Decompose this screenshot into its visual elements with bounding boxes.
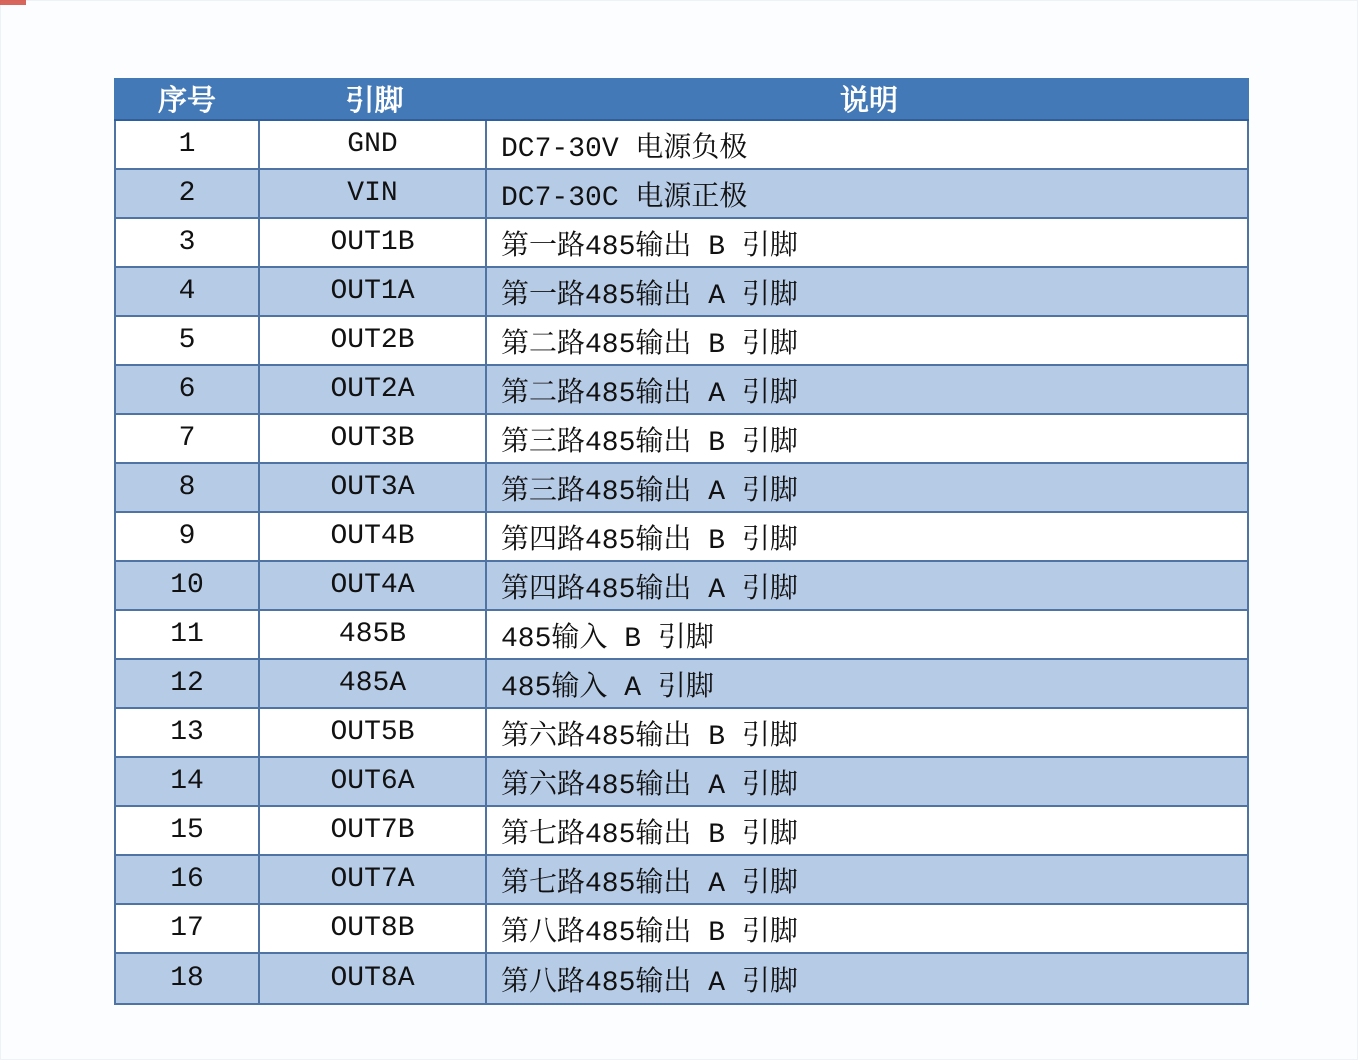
table-row (116, 709, 1247, 758)
cell-description: 第二路485输出 B 引脚 (501, 329, 798, 361)
cell-pin: OUT5B (260, 709, 487, 756)
table-row (116, 170, 1247, 219)
cell-number: 14 (116, 758, 260, 805)
table-row (116, 415, 1247, 464)
table-row (116, 954, 1247, 1003)
cell-number: 3 (116, 219, 260, 266)
cell-number: 18 (116, 954, 260, 1003)
cell-description: 第七路485输出 A 引脚 (501, 868, 798, 900)
table-row (116, 268, 1247, 317)
cell-description: 第四路485输出 A 引脚 (501, 574, 798, 606)
cell-description: 第三路485输出 A 引脚 (501, 476, 798, 508)
cell-number: 9 (116, 513, 260, 560)
cell-pin: OUT1A (260, 268, 487, 315)
cell-pin: OUT7B (260, 807, 487, 854)
cell-pin: GND (260, 121, 487, 168)
table-row (116, 758, 1247, 807)
cell-number: 7 (116, 415, 260, 462)
cell-description: 第六路485输出 B 引脚 (501, 721, 798, 753)
cell-number: 13 (116, 709, 260, 756)
cell-pin: OUT8B (260, 905, 487, 952)
table-row (116, 905, 1247, 954)
cell-pin: OUT6A (260, 758, 487, 805)
cell-pin: OUT1B (260, 219, 487, 266)
cell-pin: OUT8A (260, 954, 487, 1003)
table-row (116, 562, 1247, 611)
cell-number: 15 (116, 807, 260, 854)
header-cell-pin: 引脚 (345, 85, 404, 117)
cell-number: 11 (116, 611, 260, 658)
cell-description: 485输入 A 引脚 (501, 672, 714, 704)
pin-definition-table (114, 78, 1249, 1005)
cell-pin: 485A (260, 660, 487, 707)
header-cell-description: 说明 (839, 85, 898, 117)
table-row (116, 513, 1247, 562)
cell-description: 第一路485输出 A 引脚 (501, 280, 798, 312)
cell-pin: OUT3B (260, 415, 487, 462)
cell-pin: OUT2B (260, 317, 487, 364)
cell-number: 5 (116, 317, 260, 364)
table-row (116, 856, 1247, 905)
table-row (116, 807, 1247, 856)
cell-pin: OUT4A (260, 562, 487, 609)
cell-number: 8 (116, 464, 260, 511)
cell-description: 第一路485输出 B 引脚 (501, 231, 798, 263)
cell-description: 第八路485输出 B 引脚 (501, 917, 798, 949)
table-row (116, 121, 1247, 170)
cell-pin: OUT7A (260, 856, 487, 903)
cell-number: 16 (116, 856, 260, 903)
cell-description: DC7-30V 电源负极 (501, 133, 748, 165)
cell-description: 第七路485输出 B 引脚 (501, 819, 798, 851)
cell-description: 第六路485输出 A 引脚 (501, 770, 798, 802)
red-corner-mark (0, 0, 26, 5)
cell-pin: VIN (260, 170, 487, 217)
cell-description: DC7-30C 电源正极 (501, 182, 748, 214)
cell-number: 17 (116, 905, 260, 952)
cell-number: 10 (116, 562, 260, 609)
cell-number: 6 (116, 366, 260, 413)
table-row (116, 660, 1247, 709)
header-cell-number: 序号 (157, 85, 216, 117)
cell-pin: OUT4B (260, 513, 487, 560)
table-header-row (114, 78, 1249, 121)
table-row (116, 366, 1247, 415)
cell-pin: 485B (260, 611, 487, 658)
cell-number: 12 (116, 660, 260, 707)
cell-description: 第八路485输出 A 引脚 (501, 967, 798, 999)
table-row (116, 317, 1247, 366)
cell-description: 第二路485输出 A 引脚 (501, 378, 798, 410)
table-body (116, 121, 1247, 1003)
cell-pin: OUT2A (260, 366, 487, 413)
cell-description: 第三路485输出 B 引脚 (501, 427, 798, 459)
table-row (116, 464, 1247, 513)
cell-pin: OUT3A (260, 464, 487, 511)
table-row (116, 219, 1247, 268)
cell-description: 485输入 B 引脚 (501, 623, 714, 655)
cell-number: 2 (116, 170, 260, 217)
table-row (116, 611, 1247, 660)
cell-description: 第四路485输出 B 引脚 (501, 525, 798, 557)
cell-number: 1 (116, 121, 260, 168)
cell-number: 4 (116, 268, 260, 315)
